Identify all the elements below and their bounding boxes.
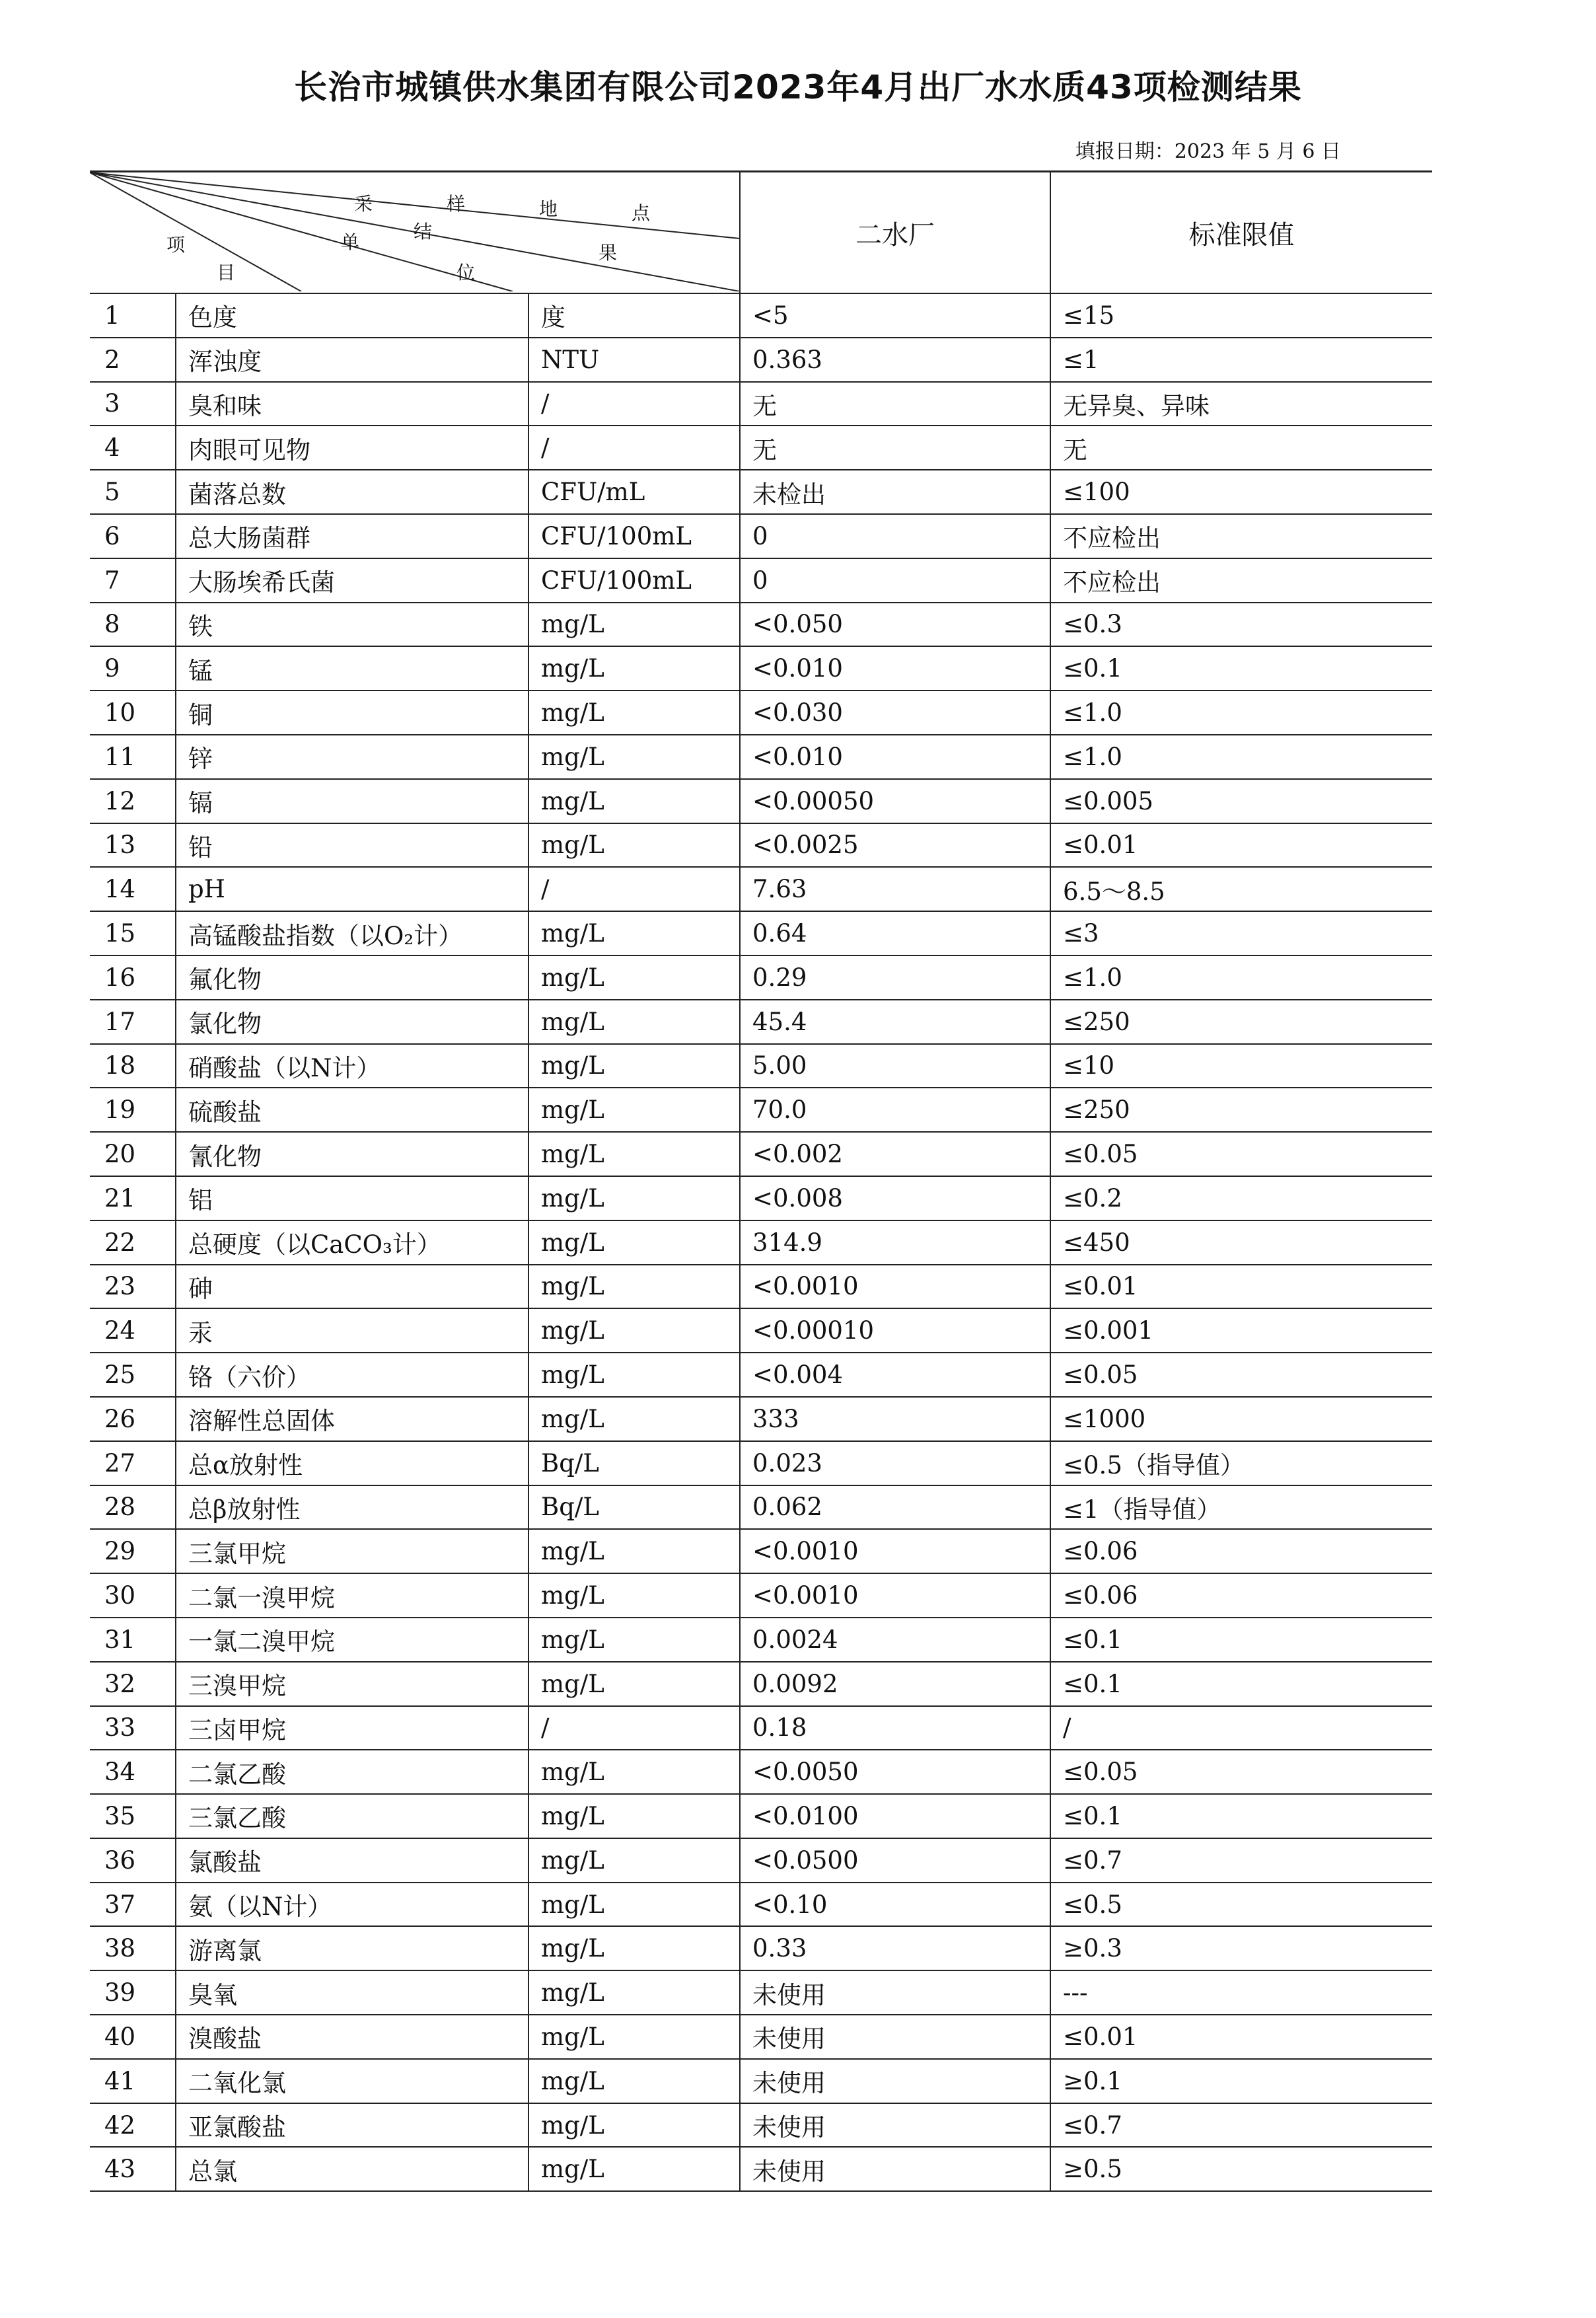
row-number: 42	[90, 2103, 176, 2148]
standard-limit: ≤0.1	[1050, 646, 1432, 691]
item-name: 臭氧	[176, 1970, 528, 2015]
unit: mg/L	[528, 1044, 740, 1088]
unit: mg/L	[528, 1926, 740, 1970]
measured-value: <0.0010	[740, 1265, 1050, 1309]
measured-value: 0.0092	[740, 1662, 1050, 1706]
item-name: 游离氯	[176, 1926, 528, 1970]
item-name: 三卤甲烷	[176, 1706, 528, 1750]
table-row	[90, 1132, 1432, 1176]
header-item-label-1: 项	[166, 234, 186, 256]
row-number: 10	[90, 691, 176, 735]
row-number: 5	[90, 470, 176, 514]
table-row	[90, 955, 1432, 1000]
measured-value: 0	[740, 514, 1050, 558]
item-name: 铬（六价）	[176, 1353, 528, 1397]
item-name: 氨（以N计）	[176, 1883, 528, 1927]
measured-value: 0.64	[740, 911, 1050, 955]
row-number: 21	[90, 1176, 176, 1220]
unit: /	[528, 867, 740, 911]
unit: mg/L	[528, 1088, 740, 1132]
measured-value: 无	[740, 426, 1050, 470]
item-name: 砷	[176, 1265, 528, 1309]
standard-limit: ≤1.0	[1050, 955, 1432, 1000]
row-number: 2	[90, 338, 176, 382]
row-number: 34	[90, 1750, 176, 1794]
measured-value: <0.008	[740, 1176, 1050, 1220]
unit: mg/L	[528, 1529, 740, 1573]
measured-value: 未使用	[740, 2059, 1050, 2103]
item-name: 二氧化氯	[176, 2059, 528, 2103]
table-row	[90, 1750, 1432, 1794]
item-name: 二氯乙酸	[176, 1750, 528, 1794]
standard-limit: ≤0.001	[1050, 1308, 1432, 1353]
row-number: 35	[90, 1794, 176, 1838]
standard-limit: 不应检出	[1050, 558, 1432, 603]
unit: mg/L	[528, 1838, 740, 1883]
standard-limit: ≤0.05	[1050, 1750, 1432, 1794]
table-row	[90, 1573, 1432, 1618]
table-row	[90, 382, 1432, 426]
item-name: 亚氯酸盐	[176, 2103, 528, 2148]
standard-limit: ≤0.7	[1050, 1838, 1432, 1883]
row-number: 41	[90, 2059, 176, 2103]
table-row	[90, 1794, 1432, 1838]
item-name: 氯酸盐	[176, 1838, 528, 1883]
item-name: 三氯甲烷	[176, 1529, 528, 1573]
header-result-label-1: 结	[414, 221, 433, 243]
unit: mg/L	[528, 1970, 740, 2015]
header-limit-column: 标准限值	[1050, 172, 1432, 294]
header-site-column: 二水厂	[740, 172, 1050, 294]
measured-value: 未使用	[740, 1970, 1050, 2015]
table-row	[90, 1441, 1432, 1485]
table-row	[90, 2059, 1432, 2103]
measured-value: <5	[740, 293, 1050, 338]
item-name: 氰化物	[176, 1132, 528, 1176]
measured-value: <0.0010	[740, 1573, 1050, 1618]
header-result-label-2: 果	[598, 242, 618, 264]
unit: mg/L	[528, 1265, 740, 1309]
standard-limit: ≤0.3	[1050, 603, 1432, 647]
item-name: 二氯一溴甲烷	[176, 1573, 528, 1618]
unit: mg/L	[528, 911, 740, 955]
item-name: 三氯乙酸	[176, 1794, 528, 1838]
table-row	[90, 911, 1432, 955]
measured-value: <0.030	[740, 691, 1050, 735]
row-number: 27	[90, 1441, 176, 1485]
standard-limit: 无异臭、异味	[1050, 382, 1432, 426]
header-site-label-3: 地	[539, 198, 558, 220]
item-name: 菌落总数	[176, 470, 528, 514]
table-row	[90, 1838, 1432, 1883]
water-quality-table	[90, 170, 1432, 2192]
unit: mg/L	[528, 823, 740, 868]
row-number: 29	[90, 1529, 176, 1573]
unit: /	[528, 426, 740, 470]
row-number: 39	[90, 1970, 176, 2015]
row-number: 33	[90, 1706, 176, 1750]
item-name: 铁	[176, 603, 528, 647]
standard-limit: 无	[1050, 426, 1432, 470]
measured-value: <0.004	[740, 1353, 1050, 1397]
row-number: 7	[90, 558, 176, 603]
measured-value: <0.10	[740, 1883, 1050, 1927]
standard-limit: ≤0.05	[1050, 1353, 1432, 1397]
item-name: 总α放射性	[176, 1441, 528, 1485]
measured-value: 0.363	[740, 338, 1050, 382]
unit: /	[528, 382, 740, 426]
table-row	[90, 1706, 1432, 1750]
row-number: 13	[90, 823, 176, 868]
standard-limit: ≤0.05	[1050, 1132, 1432, 1176]
table-row	[90, 779, 1432, 823]
unit: mg/L	[528, 2059, 740, 2103]
item-name: 氟化物	[176, 955, 528, 1000]
row-number: 9	[90, 646, 176, 691]
measured-value: 0.062	[740, 1485, 1050, 1530]
unit: mg/L	[528, 955, 740, 1000]
standard-limit: ≤0.2	[1050, 1176, 1432, 1220]
item-name: 总β放射性	[176, 1485, 528, 1530]
row-number: 16	[90, 955, 176, 1000]
item-name: 一氯二溴甲烷	[176, 1618, 528, 1662]
row-number: 4	[90, 426, 176, 470]
standard-limit: ---	[1050, 1970, 1432, 2015]
table-row	[90, 558, 1432, 603]
unit: mg/L	[528, 1883, 740, 1927]
table-row	[90, 1353, 1432, 1397]
item-name: 总氯	[176, 2147, 528, 2191]
standard-limit: ≤250	[1050, 1000, 1432, 1044]
table-row	[90, 1265, 1432, 1309]
page-title: 长治市城镇供水集团有限公司2023年4月出厂水水质43项检测结果	[294, 68, 1302, 106]
item-name: 硫酸盐	[176, 1088, 528, 1132]
standard-limit: ≤450	[1050, 1220, 1432, 1265]
unit: /	[528, 1706, 740, 1750]
item-name: 汞	[176, 1308, 528, 1353]
unit: Bq/L	[528, 1441, 740, 1485]
unit: mg/L	[528, 2015, 740, 2059]
unit: mg/L	[528, 1662, 740, 1706]
fill-date: 填报日期：2023 年 5 月 6 日	[1075, 140, 1341, 163]
standard-limit: 6.5～8.5	[1050, 867, 1432, 911]
unit: mg/L	[528, 735, 740, 779]
table-row	[90, 470, 1432, 514]
standard-limit: ≤1.0	[1050, 691, 1432, 735]
table-row	[90, 1000, 1432, 1044]
measured-value: <0.0010	[740, 1529, 1050, 1573]
item-name: 锰	[176, 646, 528, 691]
table-row	[90, 1662, 1432, 1706]
measured-value: 45.4	[740, 1000, 1050, 1044]
row-number: 26	[90, 1397, 176, 1441]
measured-value: 7.63	[740, 867, 1050, 911]
table-row	[90, 514, 1432, 558]
table-body	[90, 293, 1432, 2191]
unit: mg/L	[528, 2147, 740, 2191]
measured-value: 0.29	[740, 955, 1050, 1000]
table-row	[90, 2103, 1432, 2148]
item-name: 溴酸盐	[176, 2015, 528, 2059]
table-row	[90, 1883, 1432, 1927]
standard-limit: /	[1050, 1706, 1432, 1750]
item-name: 色度	[176, 293, 528, 338]
row-number: 19	[90, 1088, 176, 1132]
item-name: 浑浊度	[176, 338, 528, 382]
standard-limit: ≤0.01	[1050, 2015, 1432, 2059]
unit: CFU/mL	[528, 470, 740, 514]
row-number: 20	[90, 1132, 176, 1176]
unit: mg/L	[528, 1750, 740, 1794]
table-row	[90, 426, 1432, 470]
unit: mg/L	[528, 1132, 740, 1176]
measured-value: 0.18	[740, 1706, 1050, 1750]
unit: mg/L	[528, 1220, 740, 1265]
row-number: 6	[90, 514, 176, 558]
row-number: 40	[90, 2015, 176, 2059]
standard-limit: ≤15	[1050, 293, 1432, 338]
row-number: 17	[90, 1000, 176, 1044]
table-row	[90, 1397, 1432, 1441]
table-row	[90, 823, 1432, 868]
header-site-label-1: 采	[354, 193, 373, 215]
row-number: 3	[90, 382, 176, 426]
measured-value: <0.00050	[740, 779, 1050, 823]
table-row	[90, 1970, 1432, 2015]
standard-limit: ≤250	[1050, 1088, 1432, 1132]
table-row	[90, 735, 1432, 779]
row-number: 11	[90, 735, 176, 779]
unit: mg/L	[528, 2103, 740, 2148]
measured-value: <0.010	[740, 735, 1050, 779]
measured-value: 0	[740, 558, 1050, 603]
unit: mg/L	[528, 779, 740, 823]
row-number: 8	[90, 603, 176, 647]
measured-value: 314.9	[740, 1220, 1050, 1265]
row-number: 30	[90, 1573, 176, 1618]
unit: mg/L	[528, 691, 740, 735]
item-name: 高锰酸盐指数（以O₂计）	[176, 911, 528, 955]
standard-limit: ≤100	[1050, 470, 1432, 514]
item-name: 铜	[176, 691, 528, 735]
header-item-label-2: 目	[217, 262, 236, 283]
measured-value: 0.33	[740, 1926, 1050, 1970]
item-name: 锌	[176, 735, 528, 779]
item-name: 大肠埃希氏菌	[176, 558, 528, 603]
standard-limit: ≤1.0	[1050, 735, 1432, 779]
standard-limit: ≤0.06	[1050, 1529, 1432, 1573]
row-number: 15	[90, 911, 176, 955]
standard-limit: ≤0.01	[1050, 1265, 1432, 1309]
unit: mg/L	[528, 1176, 740, 1220]
unit: NTU	[528, 338, 740, 382]
measured-value: 0.0024	[740, 1618, 1050, 1662]
standard-limit: ≤1000	[1050, 1397, 1432, 1441]
item-name: pH	[176, 867, 528, 911]
row-number: 37	[90, 1883, 176, 1927]
standard-limit: ≤0.1	[1050, 1794, 1432, 1838]
measured-value: <0.0025	[740, 823, 1050, 868]
unit: mg/L	[528, 603, 740, 647]
row-number: 25	[90, 1353, 176, 1397]
unit: mg/L	[528, 1794, 740, 1838]
unit: mg/L	[528, 1618, 740, 1662]
item-name: 镉	[176, 779, 528, 823]
row-number: 32	[90, 1662, 176, 1706]
measured-value: 未检出	[740, 470, 1050, 514]
table-row	[90, 338, 1432, 382]
standard-limit: ≤0.1	[1050, 1618, 1432, 1662]
row-number: 31	[90, 1618, 176, 1662]
unit: mg/L	[528, 1000, 740, 1044]
standard-limit: ≥0.1	[1050, 2059, 1432, 2103]
standard-limit: ≥0.3	[1050, 1926, 1432, 1970]
table-row	[90, 867, 1432, 911]
table-row	[90, 1485, 1432, 1530]
item-name: 三溴甲烷	[176, 1662, 528, 1706]
unit: mg/L	[528, 1308, 740, 1353]
table-row	[90, 691, 1432, 735]
unit: mg/L	[528, 1353, 740, 1397]
measured-value: 未使用	[740, 2103, 1050, 2148]
unit: CFU/100mL	[528, 514, 740, 558]
measured-value: <0.050	[740, 603, 1050, 647]
standard-limit: 不应检出	[1050, 514, 1432, 558]
header-unit-label-1: 单	[341, 231, 360, 253]
item-name: 溶解性总固体	[176, 1397, 528, 1441]
table-row	[90, 1176, 1432, 1220]
item-name: 硝酸盐（以N计）	[176, 1044, 528, 1088]
standard-limit: ≤1（指导值）	[1050, 1485, 1432, 1530]
table-row	[90, 293, 1432, 338]
row-number: 14	[90, 867, 176, 911]
table-row	[90, 1308, 1432, 1353]
item-name: 铝	[176, 1176, 528, 1220]
standard-limit: ≤0.5（指导值）	[1050, 1441, 1432, 1485]
standard-limit: ≤3	[1050, 911, 1432, 955]
header-site-label-2: 样	[447, 193, 466, 215]
item-name: 总硬度（以CaCO₃计）	[176, 1220, 528, 1265]
measured-value: <0.0500	[740, 1838, 1050, 1883]
measured-value: 无	[740, 382, 1050, 426]
measured-value: <0.00010	[740, 1308, 1050, 1353]
unit: Bq/L	[528, 1485, 740, 1530]
standard-limit: ≤0.01	[1050, 823, 1432, 868]
item-name: 肉眼可见物	[176, 426, 528, 470]
table-row	[90, 1220, 1432, 1265]
row-number: 43	[90, 2147, 176, 2191]
table-header-row	[90, 172, 1432, 294]
header-site-label-4: 点	[632, 202, 651, 224]
standard-limit: ≤0.1	[1050, 1662, 1432, 1706]
measured-value: 70.0	[740, 1088, 1050, 1132]
measured-value: 未使用	[740, 2147, 1050, 2191]
unit: CFU/100mL	[528, 558, 740, 603]
row-number: 38	[90, 1926, 176, 1970]
standard-limit: ≤1	[1050, 338, 1432, 382]
item-name: 氯化物	[176, 1000, 528, 1044]
standard-limit: ≤0.7	[1050, 2103, 1432, 2148]
row-number: 18	[90, 1044, 176, 1088]
unit: mg/L	[528, 1573, 740, 1618]
row-number: 12	[90, 779, 176, 823]
measured-value: <0.0100	[740, 1794, 1050, 1838]
row-number: 23	[90, 1265, 176, 1309]
measured-value: <0.0050	[740, 1750, 1050, 1794]
row-number: 24	[90, 1308, 176, 1353]
diagonal-header-cell	[90, 172, 740, 294]
unit: mg/L	[528, 646, 740, 691]
table-row	[90, 1044, 1432, 1088]
measured-value: <0.010	[740, 646, 1050, 691]
row-number: 22	[90, 1220, 176, 1265]
measured-value: 0.023	[740, 1441, 1050, 1485]
unit: mg/L	[528, 1397, 740, 1441]
standard-limit: ≤0.5	[1050, 1883, 1432, 1927]
table-row	[90, 646, 1432, 691]
standard-limit: ≤0.06	[1050, 1573, 1432, 1618]
measured-value: 333	[740, 1397, 1050, 1441]
standard-limit: ≤0.005	[1050, 779, 1432, 823]
item-name: 臭和味	[176, 382, 528, 426]
row-number: 36	[90, 1838, 176, 1883]
item-name: 总大肠菌群	[176, 514, 528, 558]
standard-limit: ≤10	[1050, 1044, 1432, 1088]
measured-value: <0.002	[740, 1132, 1050, 1176]
row-number: 28	[90, 1485, 176, 1530]
table-row	[90, 2015, 1432, 2059]
table-row	[90, 1618, 1432, 1662]
table-row	[90, 2147, 1432, 2191]
unit: 度	[528, 293, 740, 338]
header-unit-label-2: 位	[456, 262, 476, 283]
standard-limit: ≥0.5	[1050, 2147, 1432, 2191]
table-row	[90, 1529, 1432, 1573]
table-row	[90, 1926, 1432, 1970]
measured-value: 未使用	[740, 2015, 1050, 2059]
item-name: 铅	[176, 823, 528, 868]
row-number: 1	[90, 293, 176, 338]
measured-value: 5.00	[740, 1044, 1050, 1088]
table-row	[90, 1088, 1432, 1132]
table-row	[90, 603, 1432, 647]
